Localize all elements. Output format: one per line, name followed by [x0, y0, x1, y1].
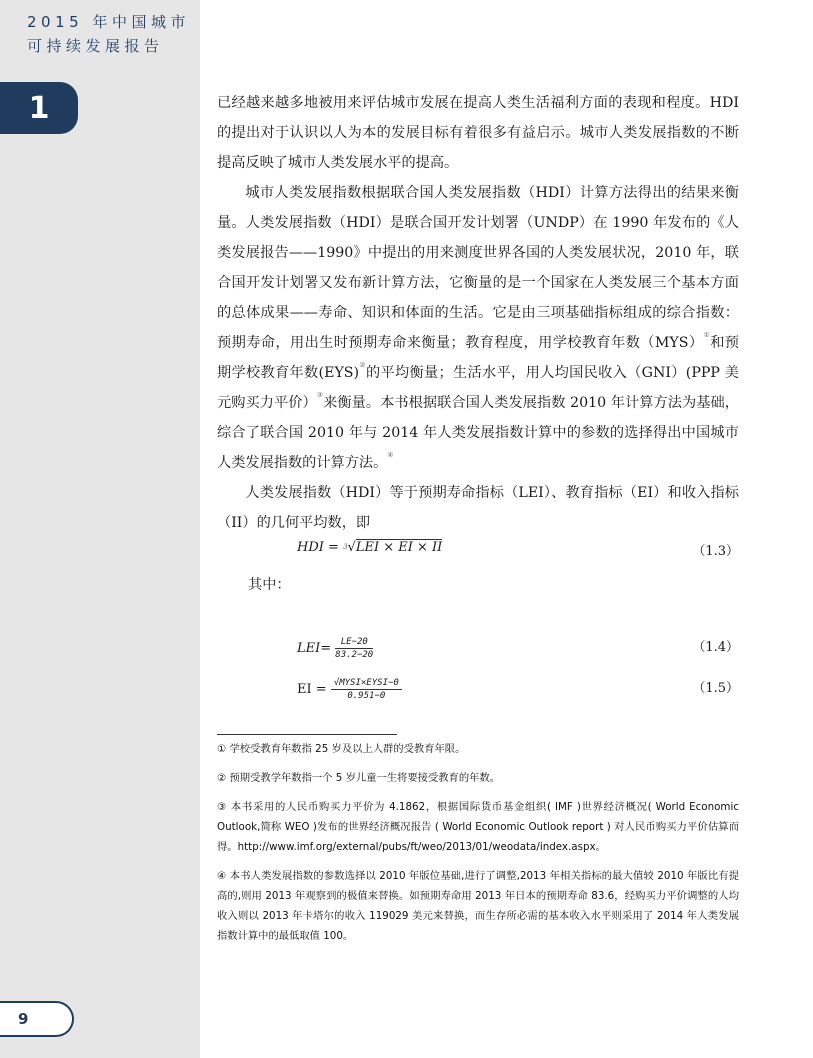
formula-hdi-lhs: HDI =: [297, 540, 339, 555]
formula-ei-denominator: 0.951−0: [347, 691, 386, 701]
formula-hdi-expression: [297, 540, 442, 555]
paragraph-1: 已经越来越多地被用来评估城市发展在提高人类生活福利方面的表现和程度。HDI 的提出对于认识以人为本的发展目标有着很多有益启示。城市人类发展指数的不断提高反映了城市人类发展水平的提高。: [217, 95, 739, 171]
report-title-line2: 可持续发展报告: [27, 37, 164, 55]
paragraph-2-part-a: 城市人类发展指数根据联合国人类发展指数（HDI）计算方法得出的结果来衡量。人类发展指数（HDI）是联合国开发计划署（UNDP）在 1990 年发布的《人类发展报告——1990》中提出的用来测度世界各国的人类发展状况，2010 年，联合国开发计划署又发布新计算方法，它衡量的是一个国家在人类发展三个基本方面的总体成果——寿命、知识和体面的生活。它是由三项基础指标组成的综合指数：预期寿命，用出生时预期寿命来衡量；教育程度，用学校教育年数（MYS）: [217, 185, 739, 351]
footnote-divider: [217, 734, 397, 735]
formula-lei-number: （1.4）: [692, 640, 739, 655]
formula-hdi-radicand: LEI × EI × II: [355, 540, 443, 555]
paragraph-3: 人类发展指数（HDI）等于预期寿命指标（LEI）、教育指标（EI）和收入指标（II）的几何平均数，即: [217, 485, 739, 531]
footnotes: [217, 739, 739, 955]
footnote-ref-1[interactable]: ①: [703, 331, 711, 339]
formula-lei-denominator: 83.2−20: [335, 650, 374, 660]
formula-ei-lhs: EI =: [297, 682, 327, 697]
report-title-line1: 2015 年中国城市: [27, 13, 190, 31]
footnote-1: ① 学校受教育年数指 25 岁及以上人群的受教育年限。: [217, 743, 466, 755]
formula-lei-numerator: LE−20: [335, 636, 373, 649]
paragraph-2-part-d: 来衡量。本书根据联合国人类发展指数 2010 年计算方法为基础，综合了联合国 2010 年与 2014 年人类发展指数计算中的参数的选择得出中国城市人类发展指数的计算方法。: [217, 395, 739, 471]
formula-lei-lhs: LEI=: [297, 641, 332, 656]
page-number-tab: 9: [0, 1001, 74, 1037]
sidebar: [0, 0, 200, 1058]
formula-lei-expression: [297, 636, 373, 661]
formula-lei-fraction: [335, 636, 373, 661]
footnote-2: ② 预期受教学年数指一个 5 岁儿童一生将要接受教育的年数。: [217, 772, 501, 784]
formula-ei: [217, 677, 739, 701]
radical-sign-icon: √: [347, 540, 356, 555]
where-label: 其中：: [248, 577, 291, 593]
formula-hdi-root-index: 3: [343, 543, 348, 551]
formula-ei-numerator: √MYSI×EYSI−0: [331, 677, 402, 690]
formula-hdi: [217, 540, 739, 564]
formula-ei-fraction: [331, 677, 402, 702]
body-text: [217, 88, 739, 538]
formula-ei-number: （1.5）: [692, 681, 739, 696]
paragraph-2-part-c: 的平均衡量；生活水平，用人均国民收入（GNI）(PPP 美元购买力平价）: [217, 365, 739, 411]
formula-lei: [217, 636, 739, 660]
paragraph-2-part-b: 和预期学校教育年数(EYS): [217, 335, 739, 381]
footnote-4: ④ 本书人类发展指数的参数选择以 2010 年版位基础,进行了调整,2013 年相关指标的最大值较 2010 年版比有提高的,则用 2013 年观察到的极值来替换。如预期寿命用 2013 年日本的预期寿命 83.6，经购买力平价调整的人均收入则以 2013 年卡塔尔的收入 119029 美元来替换，而生存所必需的基本收入水平则采用了 2014 年人类发展指数计算中的最低取值 100。: [217, 870, 739, 942]
chapter-number-tab: 1: [0, 82, 78, 134]
footnote-3: ③ 本书采用的人民币购买力平价为 4.1862，根据国际货币基金组织( IMF )世界经济概况( World Economic Outlook,简称 WEO )发布的世界经济概况报告 ( World Economic Outlook report ) 对人民币购买力平价估算而得。http://www.imf.org/external/pubs/ft/weo/2013/01/weodata/index.aspx。: [217, 801, 739, 853]
formula-ei-expression: [297, 677, 402, 702]
report-title: [27, 10, 197, 58]
footnote-ref-4[interactable]: ④: [387, 451, 394, 459]
formula-hdi-number: （1.3）: [692, 544, 739, 559]
footnote-ref-3[interactable]: ③: [316, 391, 324, 399]
footnote-ref-2[interactable]: ②: [359, 361, 366, 369]
paragraph-2: [217, 178, 739, 478]
